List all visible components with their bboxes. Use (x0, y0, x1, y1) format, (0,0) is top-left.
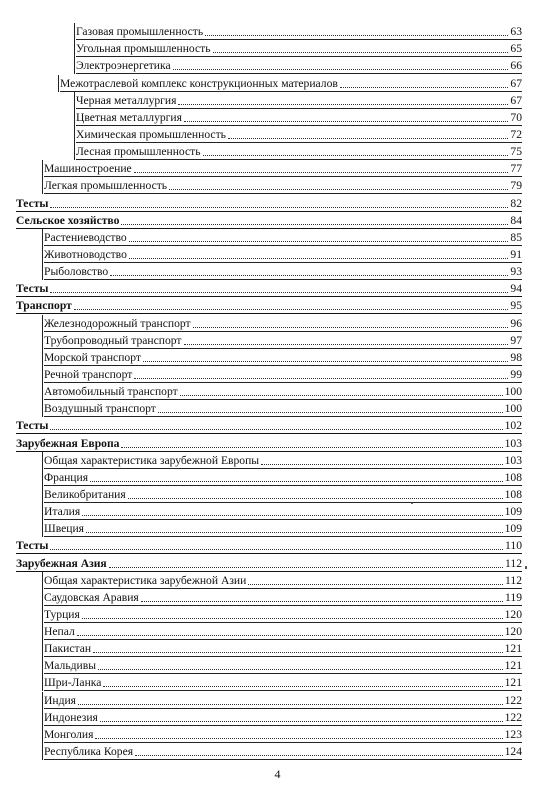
dot-leader (184, 344, 509, 345)
toc-entry-title: Тесты (16, 282, 49, 296)
toc-entry-title: Шри-Ланка (44, 676, 102, 690)
toc-entry-title: Рыболовство (44, 265, 109, 279)
entry-rule (42, 332, 43, 349)
entry-rule (42, 315, 43, 332)
print-speck (411, 502, 413, 504)
toc-entry-title: Транспорт (16, 299, 72, 313)
entry-rule (42, 263, 43, 280)
toc-entry-title: Франция (44, 470, 89, 484)
entry-rule (42, 743, 43, 760)
toc-entry (76, 57, 522, 74)
toc-entry (44, 503, 522, 520)
toc-entry-title: Морской транспорт (44, 350, 141, 364)
toc-entry-title: Великобритания (44, 487, 126, 501)
toc-entry-page: 85 (510, 230, 522, 244)
entry-rule (42, 520, 43, 537)
entry-rule (42, 692, 43, 709)
dot-leader (180, 395, 503, 396)
toc-entry (44, 743, 522, 760)
toc-entry (44, 246, 522, 263)
toc-entry-page: 72 (510, 127, 522, 141)
toc-entry-page: 91 (510, 247, 522, 261)
toc-section-entry (16, 194, 522, 211)
toc-entry-page: 108 (504, 470, 522, 484)
dot-leader (169, 189, 508, 190)
toc-entry-title: Легкая промышленность (44, 179, 168, 193)
toc-entry-title: Индия (44, 693, 77, 707)
toc-entry (44, 726, 522, 743)
print-speck (525, 566, 527, 569)
toc-entry (44, 452, 522, 469)
toc-entry-page: 120 (504, 625, 522, 639)
toc-entry (44, 332, 522, 349)
toc-entry-page: 65 (510, 42, 522, 56)
dot-leader (261, 464, 503, 465)
toc-entry-page: 102 (504, 419, 522, 433)
toc-entry-page: 67 (510, 76, 522, 90)
toc-entry (44, 160, 522, 177)
page-number: 4 (274, 767, 281, 781)
toc-entry (44, 520, 522, 537)
entry-rule (42, 572, 43, 589)
dot-leader (90, 481, 503, 482)
toc-entry-title: Саудовская Аравия (44, 590, 139, 604)
toc-entry-page: 99 (510, 367, 522, 381)
dot-leader (248, 584, 503, 585)
toc-entry-page: 96 (510, 316, 522, 330)
toc-entry-page: 119 (505, 590, 522, 604)
toc-entry-title: Зарубежная Азия (16, 556, 107, 570)
table-of-contents (16, 23, 522, 760)
toc-entry-title: Речной транспорт (44, 367, 133, 381)
entry-rule (74, 109, 75, 126)
toc-entry-page: 63 (510, 25, 522, 39)
toc-entry (44, 657, 522, 674)
dot-leader (129, 241, 509, 242)
toc-entry-title: Швеция (44, 522, 84, 536)
dot-leader (173, 69, 509, 70)
dot-leader (134, 172, 509, 173)
entry-rule (42, 349, 43, 366)
dot-leader (129, 258, 509, 259)
toc-entry-title: Тесты (16, 419, 49, 433)
dot-leader (158, 412, 503, 413)
entry-rule (42, 709, 43, 726)
toc-entry (60, 74, 522, 91)
toc-entry-title: Воздушный транспорт (44, 402, 156, 416)
entry-rule (74, 40, 75, 57)
dot-leader (135, 755, 503, 756)
toc-entry-page: 100 (504, 385, 522, 399)
toc-entry-title: Химическая промышленность (76, 127, 226, 141)
dot-leader (134, 378, 508, 379)
dot-leader (213, 52, 509, 53)
dot-leader (340, 87, 509, 88)
toc-entry-page: 110 (505, 539, 522, 553)
toc-entry (44, 589, 522, 606)
toc-entry-title: Животноводство (44, 247, 127, 261)
entry-rule (42, 589, 43, 606)
toc-entry-title: Зарубежная Европа (16, 436, 120, 450)
dot-leader (128, 498, 503, 499)
dot-leader (110, 275, 508, 276)
toc-entry-title: Железнодорожный транспорт (44, 316, 191, 330)
toc-entry (44, 314, 522, 331)
toc-entry (76, 23, 522, 40)
toc-entry-title: Сельское хозяйство (16, 213, 120, 227)
entry-rule (74, 126, 75, 143)
entry-rule (74, 92, 75, 109)
toc-entry-page: 98 (510, 350, 522, 364)
entry-rule (42, 400, 43, 417)
toc-entry-page: 120 (504, 607, 522, 621)
toc-entry (44, 400, 522, 417)
dot-leader (74, 309, 509, 310)
entry-rule (42, 246, 43, 263)
toc-entry-title: Лесная промышленность (76, 145, 201, 159)
toc-entry-page: 77 (510, 162, 522, 176)
entry-rule (42, 177, 43, 194)
dot-leader (50, 549, 503, 550)
toc-entry-title: Цветная металлургия (76, 110, 182, 124)
entry-rule (42, 160, 43, 177)
toc-entry-title: Межотраслевой комплекс конструкционных материалов (60, 76, 338, 90)
toc-section-entry (16, 280, 522, 297)
dot-leader (103, 686, 502, 687)
toc-entry-page: 122 (504, 710, 522, 724)
toc-entry-title: Тесты (16, 539, 49, 553)
toc-entry-page: 121 (504, 642, 522, 656)
toc-section-entry (16, 554, 522, 571)
dot-leader (141, 601, 503, 602)
toc-entry-page: 112 (505, 556, 522, 570)
entry-rule (42, 640, 43, 657)
toc-entry-page: 109 (504, 522, 522, 536)
toc-entry (44, 572, 522, 589)
dot-leader (121, 447, 502, 448)
dot-leader (109, 567, 503, 568)
entry-rule (42, 486, 43, 503)
toc-entry (44, 709, 522, 726)
toc-entry-page: 124 (504, 745, 522, 759)
toc-section-entry (16, 537, 522, 554)
dot-leader (121, 224, 508, 225)
toc-entry-title: Угольная промышленность (76, 42, 211, 56)
toc-entry (76, 40, 522, 57)
toc-entry-title: Автомобильный транспорт (44, 385, 178, 399)
toc-entry-page: 109 (504, 505, 522, 519)
dot-leader (203, 155, 509, 156)
dot-leader (184, 121, 508, 122)
dot-leader (205, 35, 508, 36)
toc-entry-page: 70 (510, 110, 522, 124)
toc-entry-page: 112 (505, 573, 522, 587)
dot-leader (82, 515, 502, 516)
toc-section-entry (16, 417, 522, 434)
toc-entry (76, 109, 522, 126)
toc-entry-page: 67 (510, 93, 522, 107)
toc-entry-title: Растениеводство (44, 230, 127, 244)
dot-leader (86, 532, 503, 533)
entry-rule (42, 383, 43, 400)
entry-rule (42, 726, 43, 743)
entry-rule (58, 75, 59, 92)
toc-entry-page: 95 (510, 299, 522, 313)
toc-entry (44, 349, 522, 366)
entry-rule (42, 366, 43, 383)
toc-entry-page: 97 (510, 333, 522, 347)
toc-entry (76, 143, 522, 160)
toc-entry (44, 383, 522, 400)
toc-entry-page: 84 (510, 213, 522, 227)
toc-entry-page: 122 (504, 693, 522, 707)
entry-rule (42, 503, 43, 520)
entry-rule (42, 469, 43, 486)
dot-leader (98, 669, 503, 670)
toc-entry (44, 469, 522, 486)
toc-entry-page: 100 (504, 402, 522, 416)
toc-entry-title: Черная металлургия (76, 93, 177, 107)
toc-entry-title: Машиностроение (44, 162, 132, 176)
entry-rule (74, 143, 75, 160)
dot-leader (193, 327, 509, 328)
toc-section-entry (16, 212, 522, 229)
toc-section-entry (16, 434, 522, 451)
toc-entry (44, 674, 522, 691)
entry-rule (42, 452, 43, 469)
dot-leader (100, 721, 503, 722)
toc-entry-page: 121 (504, 676, 522, 690)
entry-rule (74, 23, 75, 40)
dot-leader (178, 104, 508, 105)
toc-entry-title: Электроэнергетика (76, 59, 171, 73)
dot-leader (50, 292, 508, 293)
toc-entry-title: Трубопроводный транспорт (44, 333, 182, 347)
toc-entry (44, 623, 522, 640)
toc-entry (76, 92, 522, 109)
toc-entry-title: Турция (44, 607, 80, 621)
toc-entry-page: 123 (504, 727, 522, 741)
toc-entry-title: Монголия (44, 727, 94, 741)
toc-entry-page: 103 (504, 453, 522, 467)
toc-entry (44, 229, 522, 246)
toc-entry-page: 79 (510, 179, 522, 193)
toc-entry-title: Пакистан (44, 642, 92, 656)
toc-entry-title: Республика Корея (44, 745, 134, 759)
toc-section-entry (16, 297, 522, 314)
dot-leader (50, 207, 508, 208)
toc-entry (44, 366, 522, 383)
dot-leader (82, 618, 503, 619)
toc-entry-page: 108 (504, 487, 522, 501)
dot-leader (95, 738, 502, 739)
dot-leader (50, 429, 502, 430)
toc-entry-page: 94 (510, 282, 522, 296)
dot-leader (143, 361, 508, 362)
toc-entry-title: Мальдивы (44, 659, 96, 673)
toc-entry-page: 75 (510, 145, 522, 159)
toc-entry (44, 486, 522, 503)
entry-rule (74, 57, 75, 74)
toc-entry-title: Тесты (16, 196, 49, 210)
toc-entry (44, 606, 522, 623)
entry-rule (42, 606, 43, 623)
entry-rule (42, 229, 43, 246)
toc-entry (44, 691, 522, 708)
toc-entry (76, 126, 522, 143)
entry-rule (42, 657, 43, 674)
dot-leader (78, 704, 503, 705)
entry-rule (42, 623, 43, 640)
toc-entry-title: Общая характеристика зарубежной Азии (44, 573, 247, 587)
toc-entry-title: Италия (44, 505, 81, 519)
toc-entry-title: Общая характеристика зарубежной Европы (44, 453, 260, 467)
toc-entry-page: 93 (510, 265, 522, 279)
toc-entry (44, 640, 522, 657)
toc-entry (44, 263, 522, 280)
toc-entry (44, 177, 522, 194)
dot-leader (228, 138, 508, 139)
toc-entry-title: Индонезия (44, 710, 98, 724)
dot-leader (77, 635, 503, 636)
toc-entry-page: 66 (510, 59, 522, 73)
toc-entry-title: Непал (44, 625, 75, 639)
entry-rule (42, 674, 43, 691)
toc-entry-page: 82 (510, 196, 522, 210)
toc-entry-page: 103 (504, 436, 522, 450)
toc-entry-title: Газовая промышленность (76, 25, 204, 39)
toc-entry-page: 121 (504, 659, 522, 673)
dot-leader (93, 652, 503, 653)
